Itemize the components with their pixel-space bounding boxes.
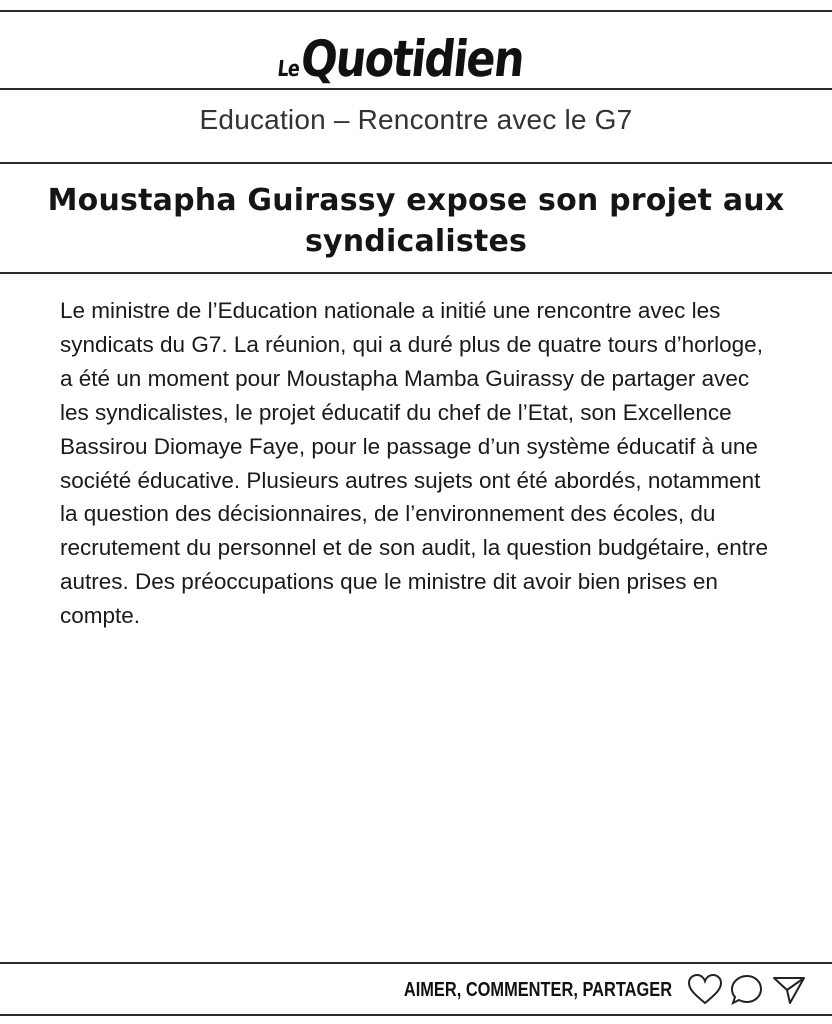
logo-prefix: Le xyxy=(276,57,301,82)
send-icon[interactable] xyxy=(770,972,808,1008)
headline-rule xyxy=(0,272,832,274)
masthead xyxy=(0,16,832,88)
heart-icon[interactable] xyxy=(686,972,724,1008)
logo-main-text: Quotidien xyxy=(298,30,527,88)
footer-bottom-rule xyxy=(0,1014,832,1016)
footer-top-rule xyxy=(0,962,832,964)
rubric-rule xyxy=(0,162,832,164)
social-actions-bar xyxy=(345,972,808,1008)
article-body: Le ministre de l’Education nationale a initié une rencontre avec les syndicats du G7. La réunion, qui a duré plus de quatre tours d’horloge, a été un moment pour Moustapha Mamba Guirassy de partager avec les syndicalistes, le projet éducatif du chef de l’Etat, son Excellence Bassirou Diomaye Faye, pour le passage d’un système éducatif à une société éducative. Plusieurs autres sujets ont été abordés, notamment la question des décisionnaires, de l’environnement des écoles, du recrutement du personnel et de son audit, la question budgétaire, entre autres. Des préoccupations que le ministre dit avoir bien prises en compte. xyxy=(60,298,768,629)
section-rubric: Education – Rencontre avec le G7 xyxy=(199,104,633,135)
top-rule xyxy=(0,10,832,12)
newspaper-logo[interactable] xyxy=(270,30,562,88)
article-headline: Moustapha Guirassy expose son projet aux syndicalistes xyxy=(47,183,785,259)
masthead-rule xyxy=(0,88,832,90)
social-actions-label: AIMER, COMMENTER, PARTAGER xyxy=(403,978,672,1001)
comment-bubble-icon[interactable] xyxy=(728,972,766,1008)
